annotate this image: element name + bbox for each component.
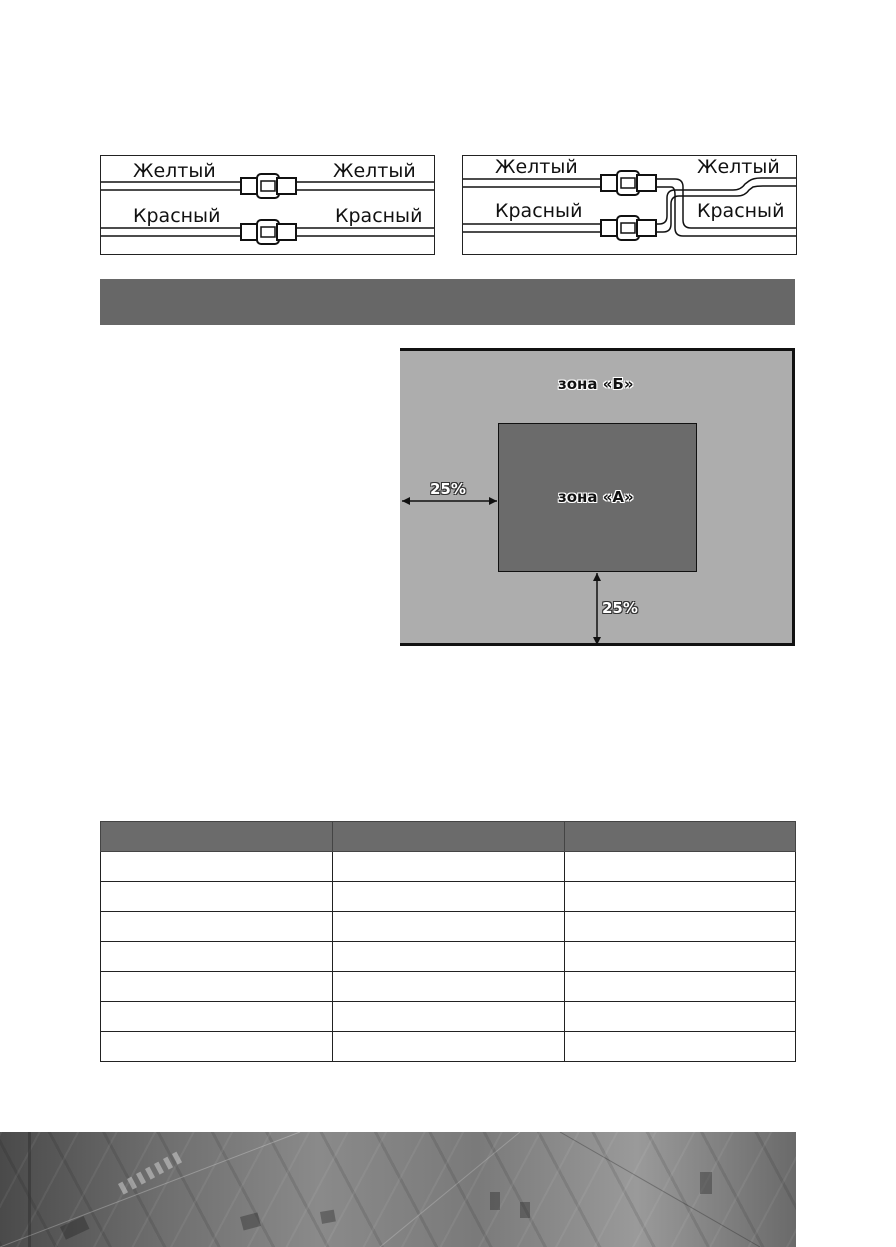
- table-header-cell: [101, 822, 333, 852]
- zone-b-label: зона «Б»: [558, 375, 634, 393]
- table-cell: [333, 1002, 565, 1032]
- table-row: [101, 882, 796, 912]
- zone-a-label: зона «А»: [558, 488, 634, 506]
- wire-label-yellow-left: Желтый: [133, 160, 216, 182]
- table-row: [101, 1002, 796, 1032]
- table-cell: [333, 882, 565, 912]
- table-cell: [333, 1032, 565, 1062]
- section-header-bar: [100, 279, 795, 325]
- table-cell: [101, 852, 333, 882]
- table-cell: [333, 972, 565, 1002]
- wire-label-yellow-left: Желтый: [495, 156, 578, 178]
- table-cell: [565, 972, 796, 1002]
- wire-label-red-left: Красный: [495, 200, 583, 222]
- zone-margin-bottom-label: 25%: [602, 599, 638, 617]
- table-row: [101, 972, 796, 1002]
- table-cell: [565, 852, 796, 882]
- table-cell: [565, 1032, 796, 1062]
- table-cell: [333, 852, 565, 882]
- table-row: [101, 1032, 796, 1062]
- table-header-cell: [333, 822, 565, 852]
- table-row: [101, 942, 796, 972]
- table-cell: [101, 1032, 333, 1062]
- connector-icon: [601, 216, 656, 240]
- table-row: [101, 912, 796, 942]
- horizontal-arrow-icon: [402, 497, 497, 505]
- wire-label-red-right: Красный: [335, 205, 423, 227]
- vertical-arrow-icon: [593, 573, 601, 645]
- connector-icon: [241, 220, 296, 244]
- wiring-diagram-straight: [100, 155, 435, 255]
- zone-margin-left-label: 25%: [430, 480, 466, 498]
- table-cell: [101, 942, 333, 972]
- table-cell: [565, 942, 796, 972]
- table-cell: [565, 1002, 796, 1032]
- wire-label-red-left: Красный: [133, 205, 221, 227]
- footer-texture: [0, 1132, 796, 1247]
- table-row: [101, 852, 796, 882]
- table-cell: [565, 882, 796, 912]
- section-header-title: [100, 279, 795, 303]
- wire-label-yellow-right: Желтый: [333, 160, 416, 182]
- table-header-cell: [565, 822, 796, 852]
- zone-diagram: [400, 348, 795, 646]
- spec-table: [100, 821, 796, 1062]
- footer-decorative-band: [0, 1132, 796, 1247]
- table-cell: [101, 1002, 333, 1032]
- connector-icon: [601, 171, 656, 195]
- table-cell: [565, 912, 796, 942]
- table-cell: [333, 942, 565, 972]
- table-cell: [101, 882, 333, 912]
- wire-label-yellow-right: Желтый: [697, 156, 780, 178]
- table-cell: [333, 912, 565, 942]
- wire-label-red-right: Красный: [697, 200, 785, 222]
- table-header-row: [101, 822, 796, 852]
- wiring-diagram-crossed: [462, 155, 797, 255]
- connector-icon: [241, 174, 296, 198]
- table-cell: [101, 912, 333, 942]
- table-cell: [101, 972, 333, 1002]
